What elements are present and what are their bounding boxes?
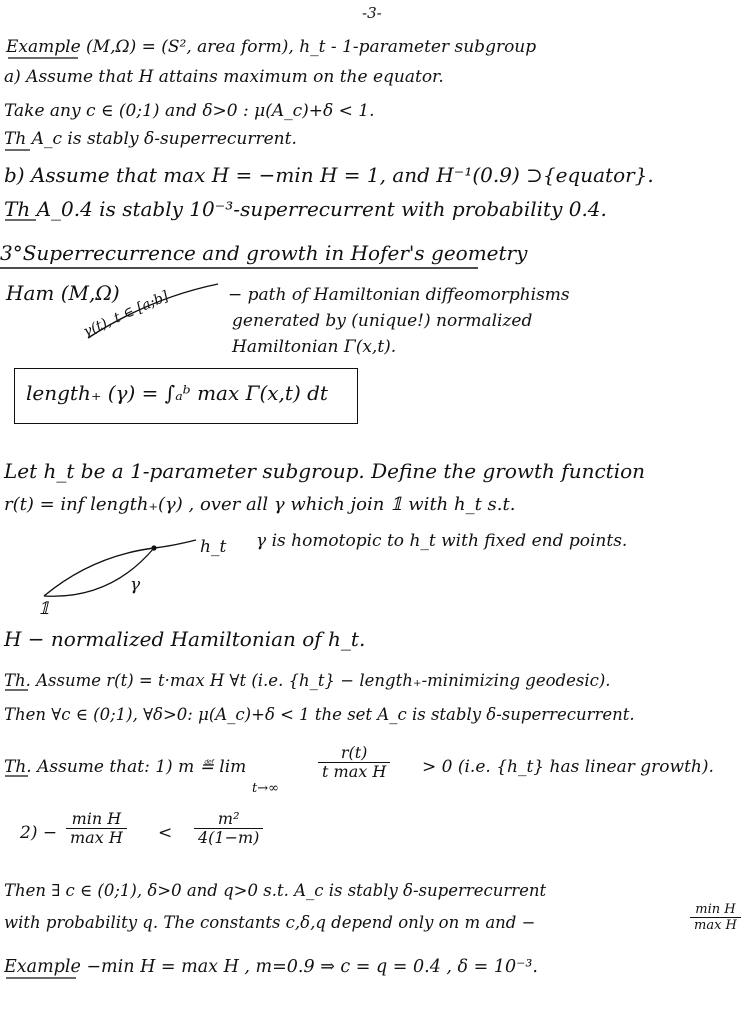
growth-def-3: γ is homotopic to h_t with fixed end points. <box>256 531 628 551</box>
condition-2-prefix: 2) − <box>20 823 58 843</box>
figure-endpoint-dot <box>151 545 156 550</box>
bound-num: m² <box>194 810 263 829</box>
figure-label-identity: 𝟙 <box>38 599 50 619</box>
section-heading: 3°Superrecurrence and growth in Hofer's geometry <box>0 241 528 265</box>
limit-subscript: t→∞ <box>252 781 279 796</box>
normalized-hamiltonian: H − normalized Hamiltonian of h_t. <box>4 627 366 651</box>
length-formula: length₊ (γ) = ∫ₐᵇ max Γ(x,t) dt <box>26 381 328 405</box>
ham-label: Ham (M,Ω) <box>6 281 120 305</box>
theorem-b: Th A_0.4 is stably 10⁻³-superrecurrent with probability 0.4. <box>4 197 607 221</box>
example-final: Example −min H = max H , m=0.9 ⇒ c = q = 0.4 , δ = 10⁻³. <box>4 957 538 977</box>
growth-fraction-num: r(t) <box>318 744 390 763</box>
theorem-growth-conclusion-1: Then ∃ c ∈ (0;1), δ>0 and q>0 s.t. A_c is stably δ-superrecurrent <box>4 881 547 900</box>
ratio-den: max H <box>70 828 123 847</box>
growth-fraction-den: t max H <box>322 762 387 781</box>
path-desc-3: Hamiltonian Γ(x,t). <box>232 337 397 357</box>
constants-den: max H <box>694 918 737 933</box>
bound-den: 4(1−m) <box>198 828 260 847</box>
theorem-growth-conclusion-2: with probability q. The constants c,δ,q depend only on m and − <box>4 913 536 932</box>
theorem-geodesic: Th. Assume r(t) = t·max H ∀t (i.e. {h_t} − length₊-minimizing geodesic). <box>4 671 611 690</box>
example-line-1: Example (M,Ω) = (S², area form), h_t - 1-parameter subgroup <box>6 37 537 57</box>
growth-def-2: r(t) = inf length₊(γ) , over all γ which join 𝟙 with h_t s.t. <box>4 494 516 515</box>
path-arc <box>88 284 218 338</box>
page-number: -3- <box>362 4 382 22</box>
assumption-a: a) Assume that H attains maximum on the equator. <box>4 67 444 87</box>
theorem-a: Th A_c is stably δ-superrecurrent. <box>4 129 297 149</box>
path-label: γ(t), t ∈ [a;b] <box>80 288 171 341</box>
assumption-b: b) Assume that max H = −min H = 1, and H⁻¹(0.9) ⊃{equator}. <box>4 163 654 187</box>
figure-label-ht: h_t <box>200 537 227 557</box>
theorem-growth-1-rest: > 0 (i.e. {h_t} has linear growth). <box>422 757 714 777</box>
theorem-geodesic-conclusion: Then ∀c ∈ (0;1), ∀δ>0: μ(A_c)+δ < 1 the set A_c is stably δ-superrecurrent. <box>4 705 635 724</box>
path-desc-2: generated by (unique!) normalized <box>232 311 533 331</box>
path-figure-lower <box>44 548 154 596</box>
condition-2-lt: < <box>158 823 173 843</box>
growth-def-1: Let h_t be a 1-parameter subgroup. Define the growth function <box>4 459 646 483</box>
path-desc-1: − path of Hamiltonian diffeomorphisms <box>228 285 570 305</box>
theorem-growth-1: Th. Assume that: 1) m ≝ lim <box>4 757 247 777</box>
path-figure-curve <box>44 540 196 596</box>
take-any-line: Take any c ∈ (0;1) and δ>0 : μ(A_c)+δ < 1. <box>4 101 375 121</box>
constants-num: min H <box>690 902 741 918</box>
figure-label-gamma: γ <box>130 575 141 595</box>
ratio-num: min H <box>66 810 127 829</box>
